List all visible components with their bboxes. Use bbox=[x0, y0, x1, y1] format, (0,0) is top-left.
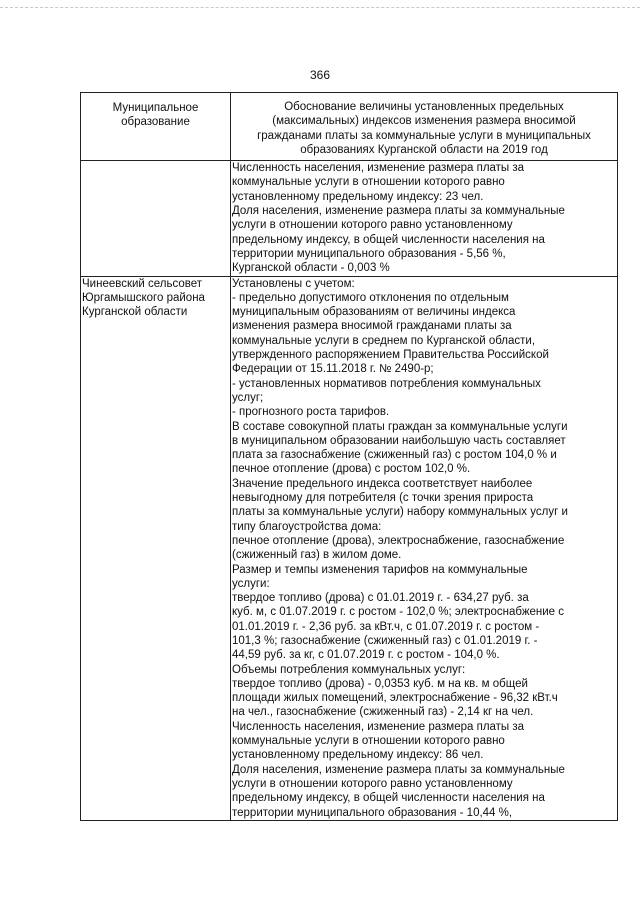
text-line: изменения размера вносимой гражданами платы за bbox=[232, 320, 512, 333]
text-line: Установлены с учетом: bbox=[232, 277, 355, 290]
justification-cell bbox=[231, 161, 618, 276]
header-line: Обоснование величины установленных предельных bbox=[284, 101, 564, 113]
header-line: образование bbox=[121, 116, 190, 129]
text-line: Федерации от 15.11.2018 г. № 2490-р; bbox=[232, 363, 434, 376]
scan-artifact-line bbox=[0, 7, 640, 8]
text-line: установленному предельному индексу: 86 чел. bbox=[232, 749, 484, 762]
text-line: невыгодному для потребителя (с точки зрения прироста bbox=[232, 492, 534, 505]
page-number: 366 bbox=[309, 68, 331, 82]
municipality-cell bbox=[81, 161, 231, 276]
header-line: гражданами платы за коммунальные услуги в муниципальных bbox=[257, 129, 591, 142]
text-line: утвержденного распоряжением Правительства Российской bbox=[232, 349, 549, 362]
text-line: Юргамышского района bbox=[82, 291, 205, 304]
text-line: услуги в отношении которого равно установленному bbox=[232, 219, 513, 232]
text-line: коммунальные услуги в среднем по Курганской области, bbox=[232, 334, 536, 347]
text-line: - прогнозного роста тарифов. bbox=[232, 406, 390, 419]
justification-cell bbox=[231, 276, 618, 820]
text-line: 01.01.2019 г. - 2,36 руб. за кВт.ч, с 01.07.2019 г. с ростом - bbox=[232, 620, 540, 633]
header-line: (максимальных) индексов изменения размера вносимой bbox=[272, 115, 576, 128]
text-line: на чел., газоснабжение (сжиженный газ) - 2,14 кг на чел. bbox=[232, 706, 534, 719]
text-line: услуг; bbox=[232, 391, 264, 404]
text-line: 44,59 руб. за кг, с 01.07.2019 г. с ростом - 104,0 %. bbox=[232, 649, 500, 662]
justification-table bbox=[80, 92, 618, 821]
text-line: печное отопление (дрова), электроснабжение, газоснабжение bbox=[232, 534, 565, 547]
text-line: Объемы потребления коммунальных услуг: bbox=[232, 663, 466, 676]
table-row bbox=[81, 276, 618, 820]
text-line: площади жилых помещений, электроснабжение - 96,32 кВт.ч bbox=[232, 692, 558, 705]
text-line: платы за коммунальные услуги) набору коммунальных услуг и bbox=[232, 506, 568, 519]
text-line: - предельно допустимого отклонения по отдельным bbox=[232, 291, 509, 304]
text-line: Значение предельного индекса соответствует наиболее bbox=[232, 477, 533, 490]
table-header-row bbox=[81, 93, 618, 161]
header-line: образованиях Курганской области на 2019 год bbox=[300, 143, 548, 156]
header-justification bbox=[231, 93, 618, 161]
text-line: услуги: bbox=[232, 577, 270, 590]
text-line: предельному индексу, в общей численности населения на bbox=[232, 233, 545, 246]
text-line: Численность населения, изменение размера платы за bbox=[232, 162, 525, 175]
text-line: коммунальные услуги в отношении которого равно bbox=[232, 176, 505, 189]
header-line: Муниципальное bbox=[112, 102, 199, 114]
table-row bbox=[81, 161, 618, 276]
text-line: - установленных нормативов потребления коммунальных bbox=[232, 377, 541, 390]
text-line: территории муниципального образования - 10,44 %, bbox=[232, 806, 513, 819]
text-line: Курганской области bbox=[82, 306, 188, 319]
text-line: предельному индексу, в общей численности населения на bbox=[232, 792, 545, 805]
text-line: Доля населения, изменение размера платы за коммунальные bbox=[232, 763, 565, 776]
text-line: (сжиженный газ) в жилом доме. bbox=[232, 549, 402, 562]
text-line: в муниципальном образовании наибольшую часть составляет bbox=[232, 434, 566, 447]
text-line: Чинеевский сельсовет bbox=[82, 277, 203, 290]
text-line: Численность населения, изменение размера платы за bbox=[232, 720, 525, 733]
text-line: Курганской области - 0,003 % bbox=[232, 262, 390, 275]
text-line: 101,3 %; газоснабжение (сжиженный газ) с 01.01.2019 г. - bbox=[232, 634, 538, 647]
text-line: печное отопление (дрова) с ростом 102,0 %. bbox=[232, 463, 471, 476]
municipality-cell bbox=[81, 276, 231, 820]
text-line: плата за газоснабжение (сжиженный газ) с ростом 104,0 % и bbox=[232, 449, 557, 462]
text-line: твердое топливо (дрова) с 01.01.2019 г. - 634,27 руб. за bbox=[232, 592, 529, 605]
text-line: коммунальные услуги в отношении которого равно bbox=[232, 735, 505, 748]
text-line: куб. м, с 01.07.2019 г. с ростом - 102,0 %; электроснабжение с bbox=[232, 606, 565, 619]
text-line: муниципальным образованиям от величины индекса bbox=[232, 306, 516, 319]
text-line: территории муниципального образования - 5,56 %, bbox=[232, 247, 506, 260]
text-line: Доля населения, изменение размера платы за коммунальные bbox=[232, 205, 565, 218]
text-line: В составе совокупной платы граждан за коммунальные услуги bbox=[232, 420, 568, 433]
text-line: твердое топливо (дрова) - 0,0353 куб. м на кв. м общей bbox=[232, 677, 528, 690]
text-line: установленному предельному индексу: 23 чел. bbox=[232, 190, 484, 203]
text-line: Размер и темпы изменения тарифов на коммунальные bbox=[232, 563, 528, 576]
header-municipality bbox=[81, 93, 231, 161]
text-line: услуги в отношении которого равно установленному bbox=[232, 777, 513, 790]
text-line: типу благоустройства дома: bbox=[232, 520, 382, 533]
